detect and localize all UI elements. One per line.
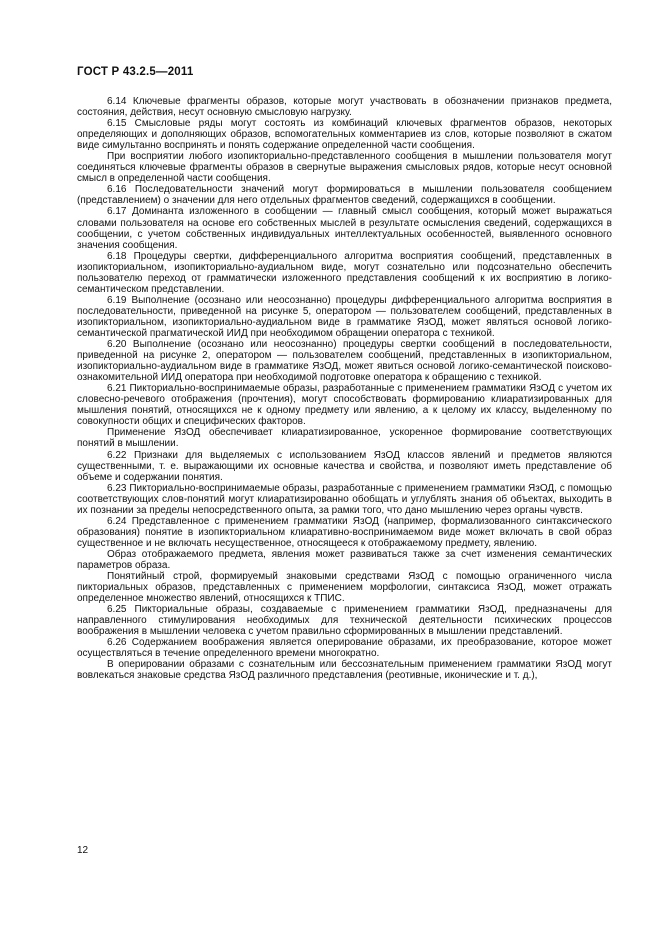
- paragraph: 6.18 Процедуры свертки, дифференциального алгоритма восприятия сообщений, представленных в изопикториальном, изопикториально-аудиальном виде, могут сознательно или подсознательно обеспечить пользователю переход от грамматически изложенного представления сообщений к их восприятию в логико-семантическом представлении.: [77, 250, 612, 295]
- paragraph: 6.21 Пикториально-воспринимаемые образы, разработанные с применением грамматики ЯзОД с учетом их словесно-речевого отображения (прочтения), могут способствовать формированию клиаратизированных для мышления понятий, относящихся не к одному предмету или явлению, а к целому их классу, выделенному по совокупности общих и специфических факторов.: [77, 383, 612, 428]
- paragraph: 6.15 Смысловые ряды могут состоять из комбинаций ключевых фрагментов образов, некоторых определяющих и дополняющих образов, вспомогательных комментариев из слов, которые позволяют в сжатом виде симультанно воспринять и понять содержание определенной части сообщения.: [77, 118, 612, 152]
- paragraph: 6.26 Содержанием воображения является оперирование образами, их преобразование, которое может осуществляться в течение определенного времени многократно.: [77, 637, 612, 660]
- page-number: 12: [77, 845, 89, 856]
- paragraph: В оперировании образами с сознательным или бессознательным применением грамматики ЯзОД могут вовлекаться знаковые средства ЯзОД различного представления (реотивные, иконические и т. д.),: [77, 659, 612, 682]
- paragraph: 6.14 Ключевые фрагменты образов, которые могут участвовать в обозначении признаков предмета, состояния, действия, несут основную смысловую нагрузку.: [77, 96, 612, 119]
- paragraph: 6.17 Доминанта изложенного в сообщении — главный смысл сообщения, который может выражаться словами пользователя на основе его собственных мыслей в результате осмысления сведений, содержащихся в сообщении, с учетом собственных индивидуальных интеллектуальных особенностей, выявленного основного значения сообщения.: [77, 206, 612, 251]
- paragraph: Применение ЯзОД обеспечивает клиаратизированное, ускоренное формирование соответствующих понятий в мышлении.: [77, 427, 612, 450]
- paragraph: Образ отображаемого предмета, явления может развиваться также за счет изменения семантических параметров образа.: [77, 548, 612, 571]
- paragraph: При восприятии любого изопикториально-представленного сообщения в мышлении пользователя могут соединяться ключевые фрагменты образов в свернутые выражения смысловых рядов, которые несут основной смысл в определенной части сообщения.: [77, 151, 612, 185]
- paragraph: 6.22 Признаки для выделяемых с использованием ЯзОД классов явлений и предметов являются существенными, т. е. выражающими их основные качества и свойства, и позволяют иметь представление об объеме и содержании понятия.: [77, 449, 612, 483]
- document-body: [77, 96, 612, 681]
- paragraph: Понятийный строй, формируемый знаковыми средствами ЯзОД с помощью ограниченного числа пикториальных образов, представленных с применением морфологии, синтаксиса ЯзОД, может отражать определенное множество явлений, относящихся к ТПИС.: [77, 571, 612, 605]
- paragraph: 6.16 Последовательности значений могут формироваться в мышлении пользователя сообщением (представлением) о значении для него отдельных фрагментов сведений, содержащихся в сообщении.: [77, 184, 612, 207]
- paragraph: 6.24 Представленное с применением грамматики ЯзОД (например, формализованного синтаксического образования) понятие в изопикториальном клиаративно-воспринимаемом виде может включать в свой образ существенное и не включать несущественное, относящееся к отображаемому предмету, явлению.: [77, 515, 612, 549]
- paragraph: 6.23 Пикториально-воспринимаемые образы, разработанные с применением грамматики ЯзОД, с помощью соответствующих слов-понятий могут клиаратизированно обобщать и углублять знания об объектах, выходить в их познании за пределы непосредственного опыта, за рамки того, что дано мышлению через органы чувств.: [77, 482, 612, 516]
- document-header-standard-number: ГОСТ Р 43.2.5—2011: [77, 66, 194, 78]
- paragraph: 6.19 Выполнение (осознано или неосознанно) процедуры дифференциального алгоритма восприятия в последовательности, приведенной на рисунке 5, оператором — пользователем сообщений, представленных в изопикториальном, изопикториально-аудиальном виде в грамматике ЯзОД, может являться основой логико-семантической прагматической ИИД при необходимом обращении оператора с техникой.: [77, 294, 612, 339]
- paragraph: 6.20 Выполнение (осознано или неосознанно) процедуры свертки сообщений в последовательности, приведенной на рисунке 2, оператором — пользователем сообщений, представленных в изопикториальном, изопикториально-аудиальном виде в грамматике ЯзОД, может явиться основой логико-семантической поисково-ознакомительной ИИД оператора при необходимой подготовке оператора к обращению с техникой.: [77, 339, 612, 384]
- paragraph: 6.25 Пикториальные образы, создаваемые с применением грамматики ЯзОД, предназначены для направленного стимулирования необходимых для технической деятельности психических процессов воображения в мышлении человека с учетом правильно сформированных в мышлении представлений.: [77, 604, 612, 638]
